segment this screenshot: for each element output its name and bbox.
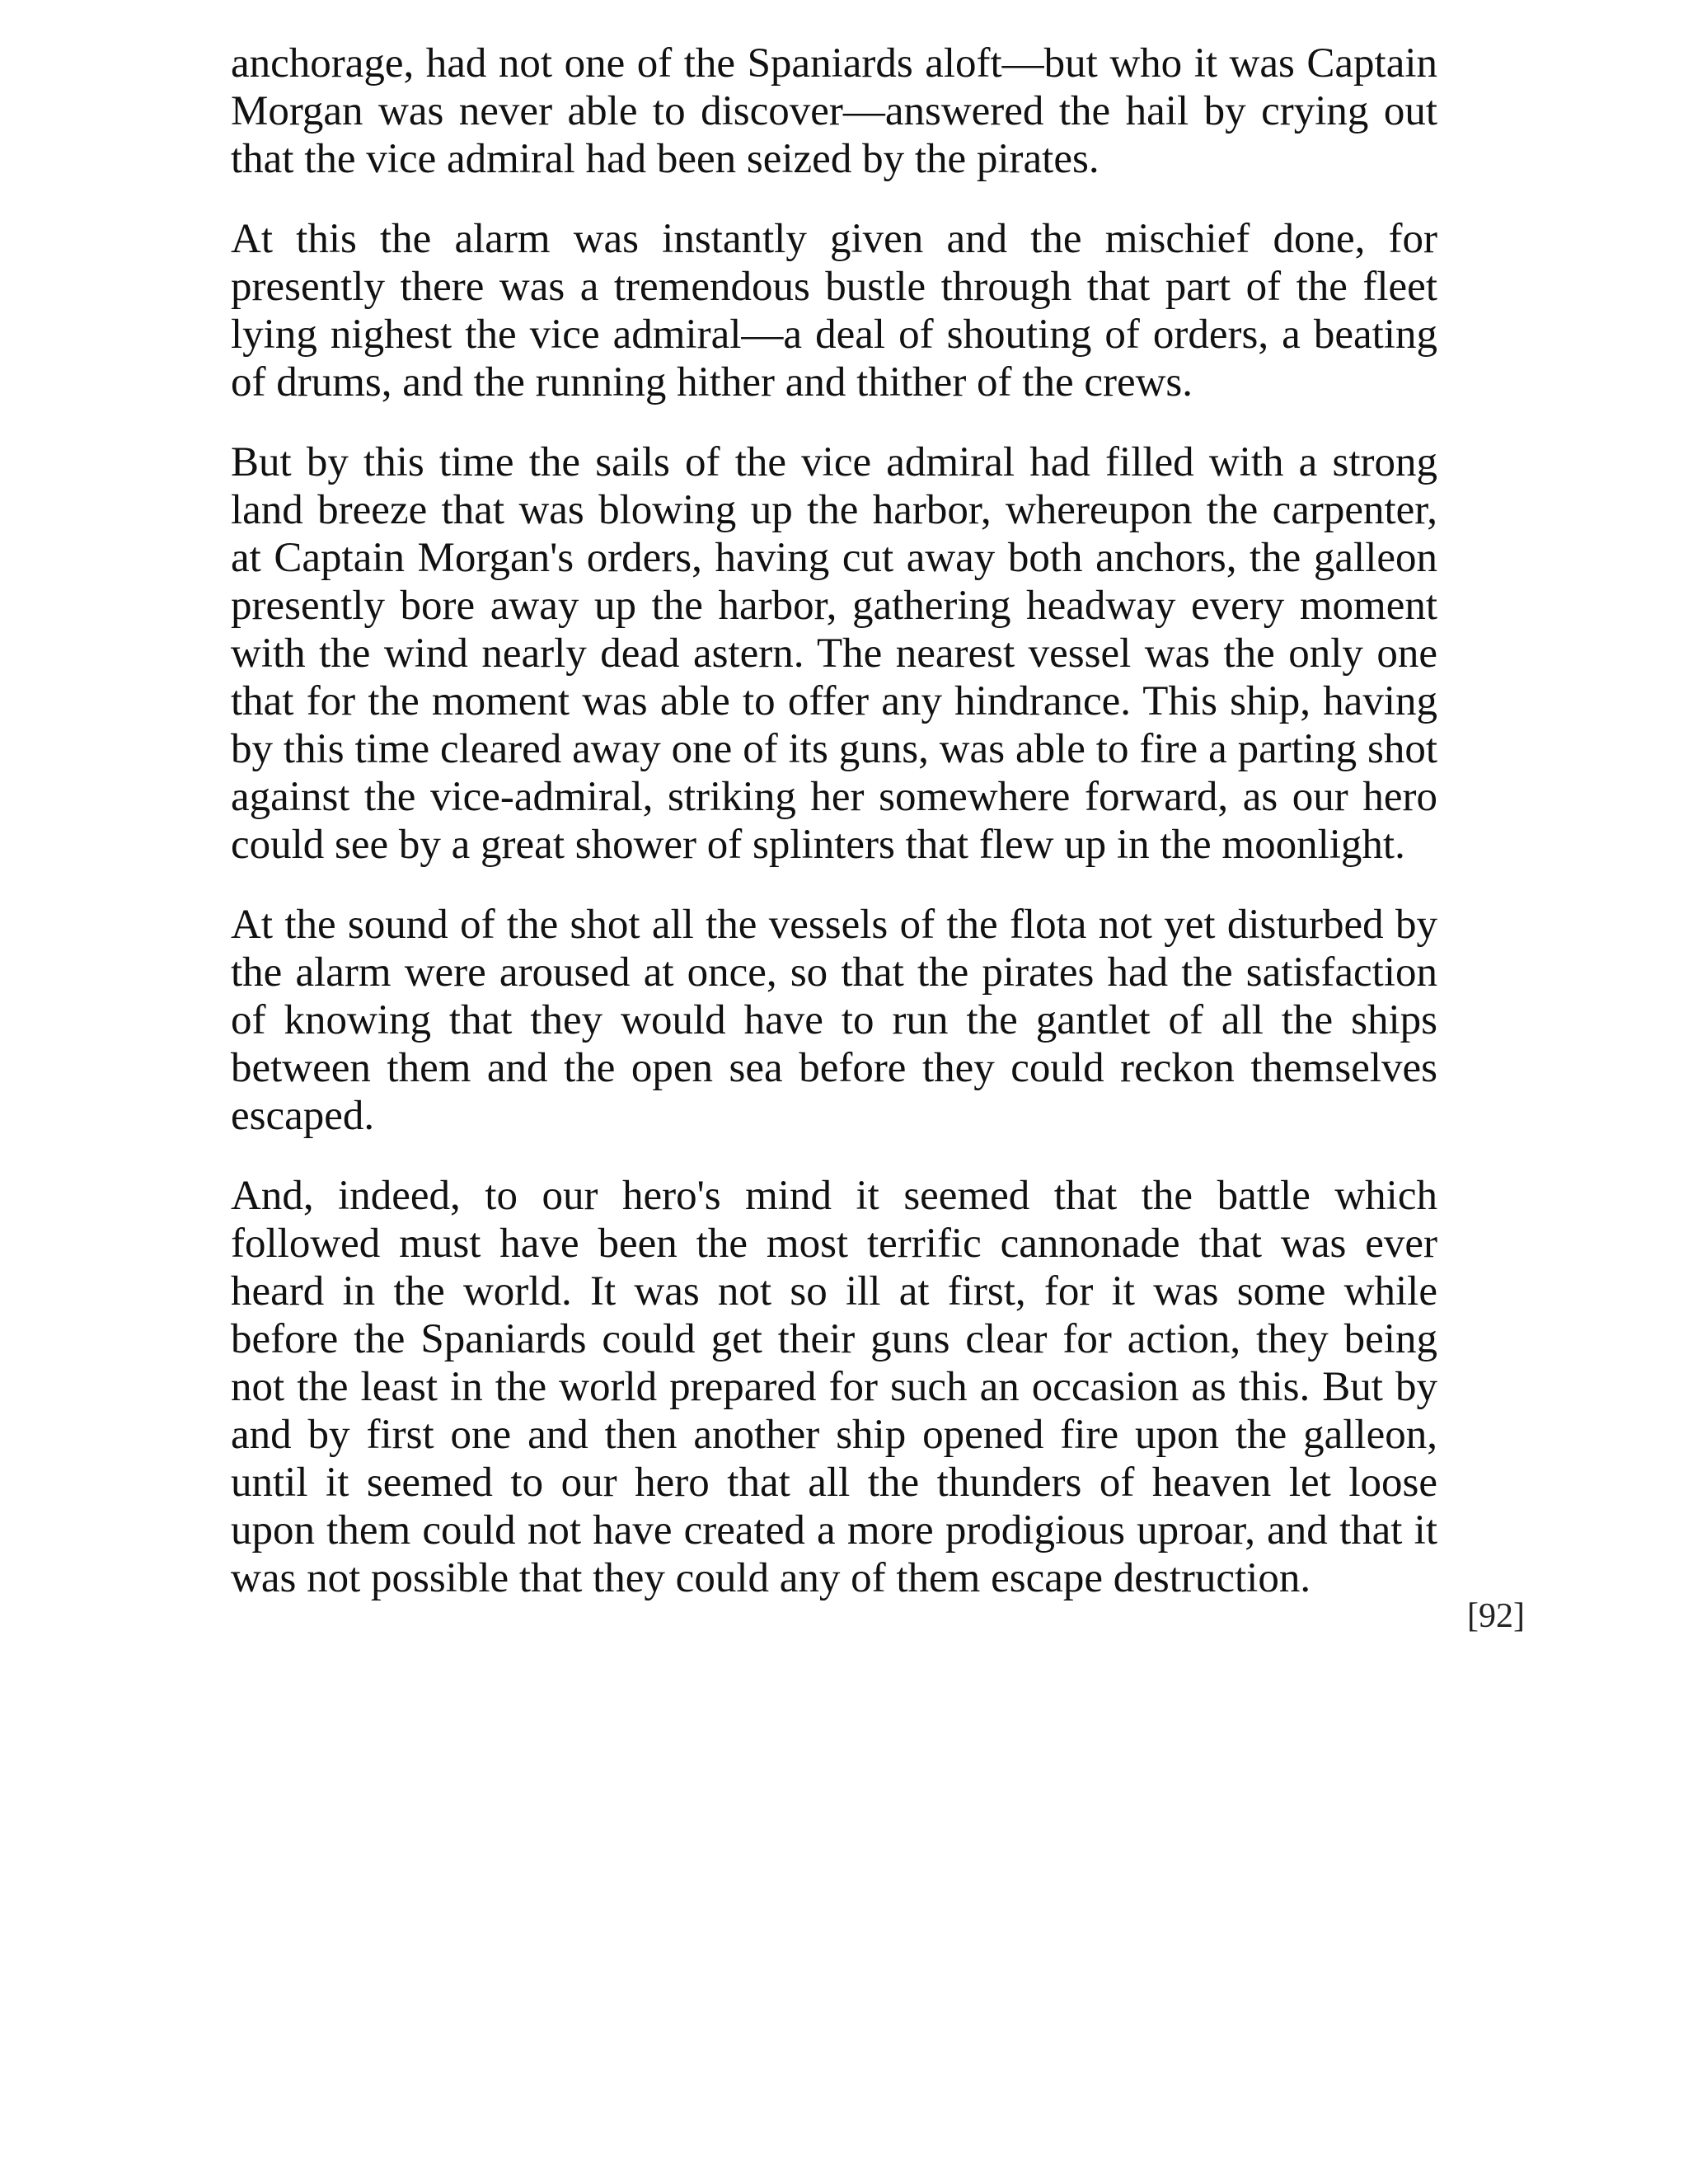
paragraph-2: At this the alarm was instantly given and the mischief done, for presently there was a tremendous bustle through that part of the fleet lying nighest the vice admiral—a deal of shouting of orders, a beating of drums, and the running hither and thither of the crews. — [231, 216, 1437, 405]
paragraph-5: And, indeed, to our hero's mind it seemed that the battle which followed must have been the most terrific cannonade that was ever heard in the world. It was not so ill at first, for it was some while before the Spaniards could get their guns clear for action, they being not the least in the world prepared for such an occasion as this. But by and by first one and then another ship opened fire upon the galleon, until it seemed to our hero that all the thunders of heaven let loose upon them could not have created a more prodigious uproar, and that it was not possible that they could any of them escape destruction. — [231, 1173, 1437, 1601]
page-number: [92] — [1467, 1597, 1525, 1635]
paragraph-4: At the sound of the shot all the vessels of the flota not yet disturbed by the alarm were aroused at once, so that the pirates had the satisfaction of knowing that they would have to run the gantlet of all the ships between them and the open sea before they could reckon themselves escaped. — [231, 902, 1437, 1139]
paragraph-1: anchorage, had not one of the Spaniards aloft—but who it was Captain Morgan was never able to discover—answered the hail by crying out that the vice admiral had been seized by the pirates. — [231, 40, 1437, 182]
page-body — [231, 40, 1437, 1634]
paragraph-3: But by this time the sails of the vice admiral had filled with a strong land breeze that was blowing up the harbor, whereupon the carpenter, at Captain Morgan's orders, having cut away both anchors, the galleon presently bore away up the harbor, gathering headway every moment with the wind nearly dead astern. The nearest vessel was the only one that for the moment was able to offer any hindrance. This ship, having by this time cleared away one of its guns, was able to fire a parting shot against the vice-admiral, striking her somewhere forward, as our hero could see by a great shower of splinters that flew up in the moonlight. — [231, 439, 1437, 868]
